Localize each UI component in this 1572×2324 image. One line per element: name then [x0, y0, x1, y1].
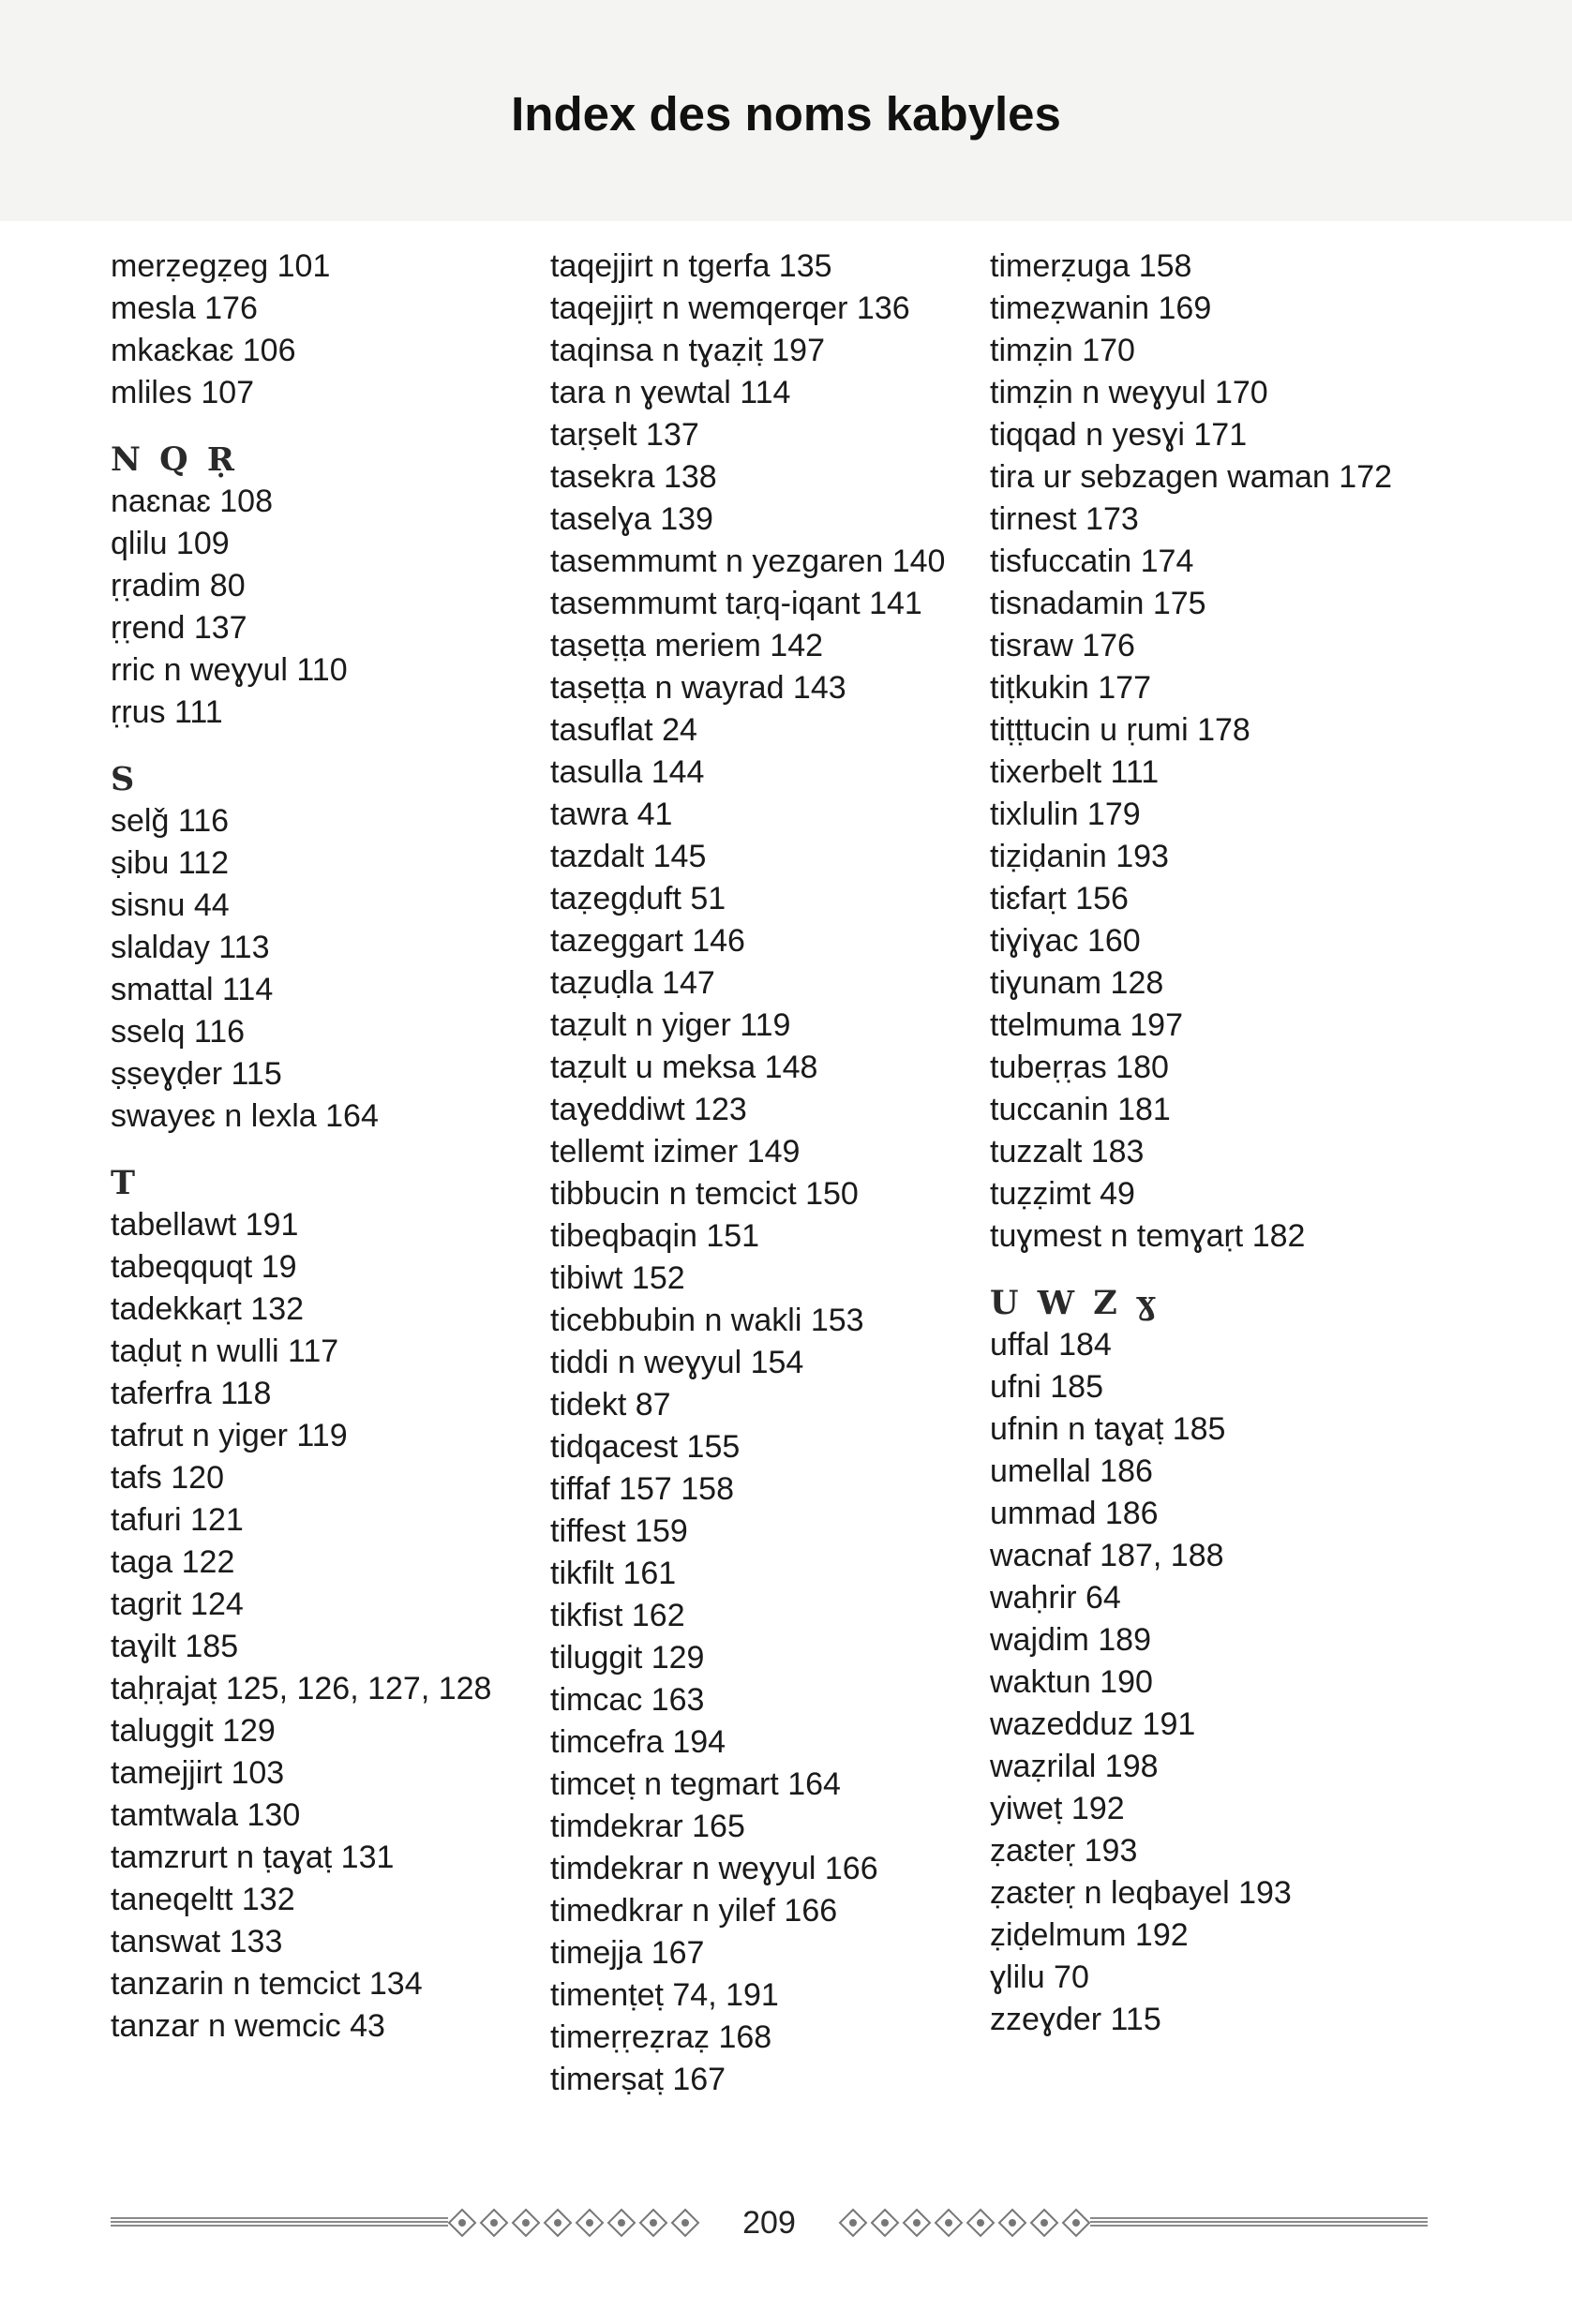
index-entry: tibiwt 152: [550, 1260, 685, 1296]
footer-rule-right: [1090, 2217, 1428, 2228]
index-entry: taferfra 118: [111, 1376, 272, 1411]
index-entry: tuzzalt 183: [990, 1134, 1145, 1169]
index-entry: tisraw 176: [990, 628, 1135, 663]
index-column-3: [990, 246, 1392, 2041]
ornament-dot: [1009, 2219, 1016, 2227]
index-entry: tixerbelt 111: [990, 754, 1160, 790]
index-entry: ẓaɛteṛ 193: [990, 1833, 1138, 1869]
index-entry: ufnin n taɣaṭ 185: [990, 1411, 1226, 1447]
index-entry: zzeɣder 115: [990, 2002, 1161, 2037]
index-entry: tuccanin 181: [990, 1092, 1171, 1127]
index-entry: mesla 176: [111, 290, 258, 326]
index-entry: tiṭkukin 177: [990, 670, 1151, 706]
index-entry: timeṛṛeẓraẓ 168: [550, 2019, 772, 2055]
index-entry: tawra 41: [550, 797, 673, 832]
index-entry: timcefra 194: [550, 1724, 726, 1760]
index-entry: sselq 116: [111, 1014, 246, 1050]
index-entry: tiɣunam 128: [990, 965, 1164, 1001]
index-entry: taɣeddiwt 123: [550, 1092, 747, 1127]
index-entry: ufni 185: [990, 1369, 1103, 1405]
section-letter: S: [111, 760, 139, 798]
index-entry: timerṣaṭ 167: [550, 2062, 726, 2097]
index-entry: tiẓiḍanin 193: [990, 839, 1169, 874]
index-entry: tasulla 144: [550, 754, 705, 790]
index-entry: ṛṛadim 80: [111, 568, 246, 603]
index-entry: tafrut n yiger 119: [111, 1418, 348, 1453]
index-entry: tara n ɣewtal 114: [550, 375, 791, 410]
index-entry: tasuflat 24: [550, 712, 697, 748]
index-entry: ṣṣeɣḍer 115: [111, 1056, 282, 1092]
index-entry: tuẓẓimt 49: [990, 1176, 1135, 1212]
index-entry: taneqeltt 132: [111, 1882, 295, 1917]
index-entry: ẓaɛteṛ n leqbayel 193: [990, 1875, 1292, 1911]
index-entry: taṣeṭṭa n wayrad 143: [550, 670, 846, 706]
index-entry: timdekrar 165: [550, 1809, 745, 1844]
index-entry: tamtwala 130: [111, 1797, 301, 1833]
index-entry: sisnu 44: [111, 887, 230, 923]
index-entry: tasemmumt taṛq-iqant 141: [550, 586, 922, 621]
index-entry: tiluggit 129: [550, 1640, 705, 1676]
index-entry: ṣibu 112: [111, 845, 230, 881]
index-entry: uffal 184: [990, 1327, 1112, 1363]
index-entry: merẓegẓeg 101: [111, 248, 331, 284]
index-entry: timdekrar n weɣyul 166: [550, 1851, 878, 1886]
index-entry: tamzrurt n ṭaɣaṭ 131: [111, 1840, 395, 1875]
index-column-1: [111, 246, 491, 2048]
index-entry: tasekra 138: [550, 459, 717, 495]
index-entry: tibbucin n temcict 150: [550, 1176, 859, 1212]
index-entry: mliles 107: [111, 375, 255, 410]
index-entry: tiffaf 157 158: [550, 1471, 734, 1507]
index-entry: taɣilt 185: [111, 1629, 239, 1664]
index-entry: tiɛfaṛt 156: [990, 881, 1129, 916]
section-letter: T: [111, 1164, 140, 1202]
index-entry: tabeqquqt 19: [111, 1249, 297, 1285]
index-entry: taselɣa 139: [550, 501, 713, 537]
index-entry: ṛṛend 137: [111, 610, 247, 646]
index-entry: tiɣiɣac 160: [990, 923, 1141, 959]
index-entry: timedkrar n yilef 166: [550, 1893, 838, 1929]
index-entry: timerẓuga 158: [990, 248, 1192, 284]
index-entry: tisnadamin 175: [990, 586, 1206, 621]
index-entry: wajdim 189: [990, 1622, 1151, 1658]
ornament-dot: [881, 2219, 889, 2227]
index-entry: taẓuḍla 147: [550, 965, 715, 1001]
index-entry: tiqqad n yesɣi 171: [990, 417, 1248, 453]
index-entry: taḥṛajaṭ 125, 126, 127, 128: [111, 1671, 492, 1706]
index-entry: tafs 120: [111, 1460, 224, 1496]
ornament-dot: [945, 2219, 952, 2227]
index-entry: tixlulin 179: [990, 797, 1141, 832]
index-entry: timẓin n weɣyul 170: [990, 375, 1268, 410]
ornament-dot: [849, 2219, 857, 2227]
section-letter: U W Z ɣ: [990, 1284, 1160, 1322]
index-entry: tafuri 121: [111, 1502, 244, 1538]
index-entry: waẓrilal 198: [990, 1749, 1159, 1784]
diamond-ornament-right: [717, 2208, 1092, 2238]
index-entry: taqinsa n tɣaẓiṭ 197: [550, 333, 826, 368]
index-entry: naɛnaɛ 108: [111, 484, 273, 519]
section-letter: N Q Ṛ: [111, 440, 238, 479]
index-entry: wazedduz 191: [990, 1706, 1196, 1742]
index-entry: taḍuṭ n wulli 117: [111, 1333, 339, 1369]
index-entry: tiddi n weɣyul 154: [550, 1345, 804, 1380]
index-entry: timeẓwanin 169: [990, 290, 1212, 326]
index-entry: tidekt 87: [550, 1387, 671, 1423]
index-entry: taẓegḍuft 51: [550, 881, 726, 916]
page-footer: [111, 2204, 1428, 2242]
index-entry: tuɣmest n temɣaṛt 182: [990, 1218, 1306, 1254]
index-entry: ɣlilu 70: [990, 1959, 1089, 1995]
ornament-dot: [1072, 2219, 1080, 2227]
index-entry: slalday 113: [111, 930, 270, 965]
index-entry: waḥrir 64: [990, 1580, 1121, 1616]
index-entry: swayeɛ n lexla 164: [111, 1098, 379, 1134]
index-entry: taṣeṭṭa meriem 142: [550, 628, 824, 663]
index-entry: tidqacest 155: [550, 1429, 741, 1465]
index-entry: timcac 163: [550, 1682, 705, 1718]
index-entry: ummad 186: [990, 1496, 1159, 1531]
index-entry: mkaɛkaɛ 106: [111, 333, 296, 368]
index-entry: taga 122: [111, 1544, 235, 1580]
index-entry: timceṭ n tegmart 164: [550, 1766, 841, 1802]
index-entry: tibeqbaqin 151: [550, 1218, 760, 1254]
ornament-dot: [1041, 2219, 1048, 2227]
index-entry: rric n weɣyul 110: [111, 652, 348, 688]
index-entry: taqejjirt n tgerfa 135: [550, 248, 832, 284]
index-entry: yiweṭ 192: [990, 1791, 1125, 1826]
ornament-dot: [913, 2219, 921, 2227]
index-entry: timenṭeṭ 74, 191: [550, 1977, 779, 2013]
index-entry: umellal 186: [990, 1453, 1153, 1489]
index-entry: ẓiḍelmum 192: [990, 1917, 1189, 1953]
page-number: 209: [742, 2205, 796, 2241]
index-entry: ṛṛus 111: [111, 694, 223, 730]
index-entry: tanzarin n temcict 134: [111, 1966, 423, 2002]
index-entry: waktun 190: [990, 1664, 1153, 1700]
index-entry: tira ur sebzagen waman 172: [990, 459, 1393, 495]
index-entry: ticebbubin n wakli 153: [550, 1303, 864, 1338]
index-entry: tubeṛṛas 180: [990, 1050, 1169, 1085]
index-entry: wacnaf 187, 188: [990, 1538, 1224, 1573]
index-entry: taẓult n yiger 119: [550, 1007, 791, 1043]
index-entry: tisfuccatin 174: [990, 544, 1194, 579]
index-entry: tanzar n wemcic 43: [111, 2008, 385, 2044]
index-entry: smattal 114: [111, 972, 274, 1007]
index-entry: taluggit 129: [111, 1713, 276, 1749]
page-title: Index des noms kabyles: [511, 87, 1061, 141]
index-entry: tadekkaṛt 132: [111, 1291, 305, 1327]
index-column-2: [550, 246, 945, 2101]
index-entry: tazdalt 145: [550, 839, 707, 874]
index-entry: tamejjirt 103: [111, 1755, 285, 1791]
index-entry: tiffest 159: [550, 1513, 688, 1549]
index-entry: tabellawt 191: [111, 1207, 299, 1243]
index-entry: tagrit 124: [111, 1587, 244, 1622]
index-entry: timejja 167: [550, 1935, 705, 1971]
index-entry: tirnest 173: [990, 501, 1139, 537]
index-entry: tellemt izimer 149: [550, 1134, 801, 1169]
index-entry: tikfist 162: [550, 1598, 685, 1633]
index-entry: timẓin 170: [990, 333, 1135, 368]
index-entry: tikfilt 161: [550, 1556, 677, 1591]
index-entry: tiṭṭtucin u ṛumi 178: [990, 712, 1250, 748]
index-entry: tasemmumt n yezgaren 140: [550, 544, 946, 579]
index-entry: tazeggart 146: [550, 923, 745, 959]
index-entry: ttelmuma 197: [990, 1007, 1183, 1043]
index-entry: qlilu 109: [111, 526, 230, 561]
index-entry: tanswat 133: [111, 1924, 283, 1959]
index-entry: taqejjiṛt n wemqerqer 136: [550, 290, 910, 326]
ornament-dot: [977, 2219, 984, 2227]
index-entry: taẓult u meksa 148: [550, 1050, 818, 1085]
index-entry: selǧ 116: [111, 803, 230, 839]
index-entry: taṛṣelt 137: [550, 417, 699, 453]
